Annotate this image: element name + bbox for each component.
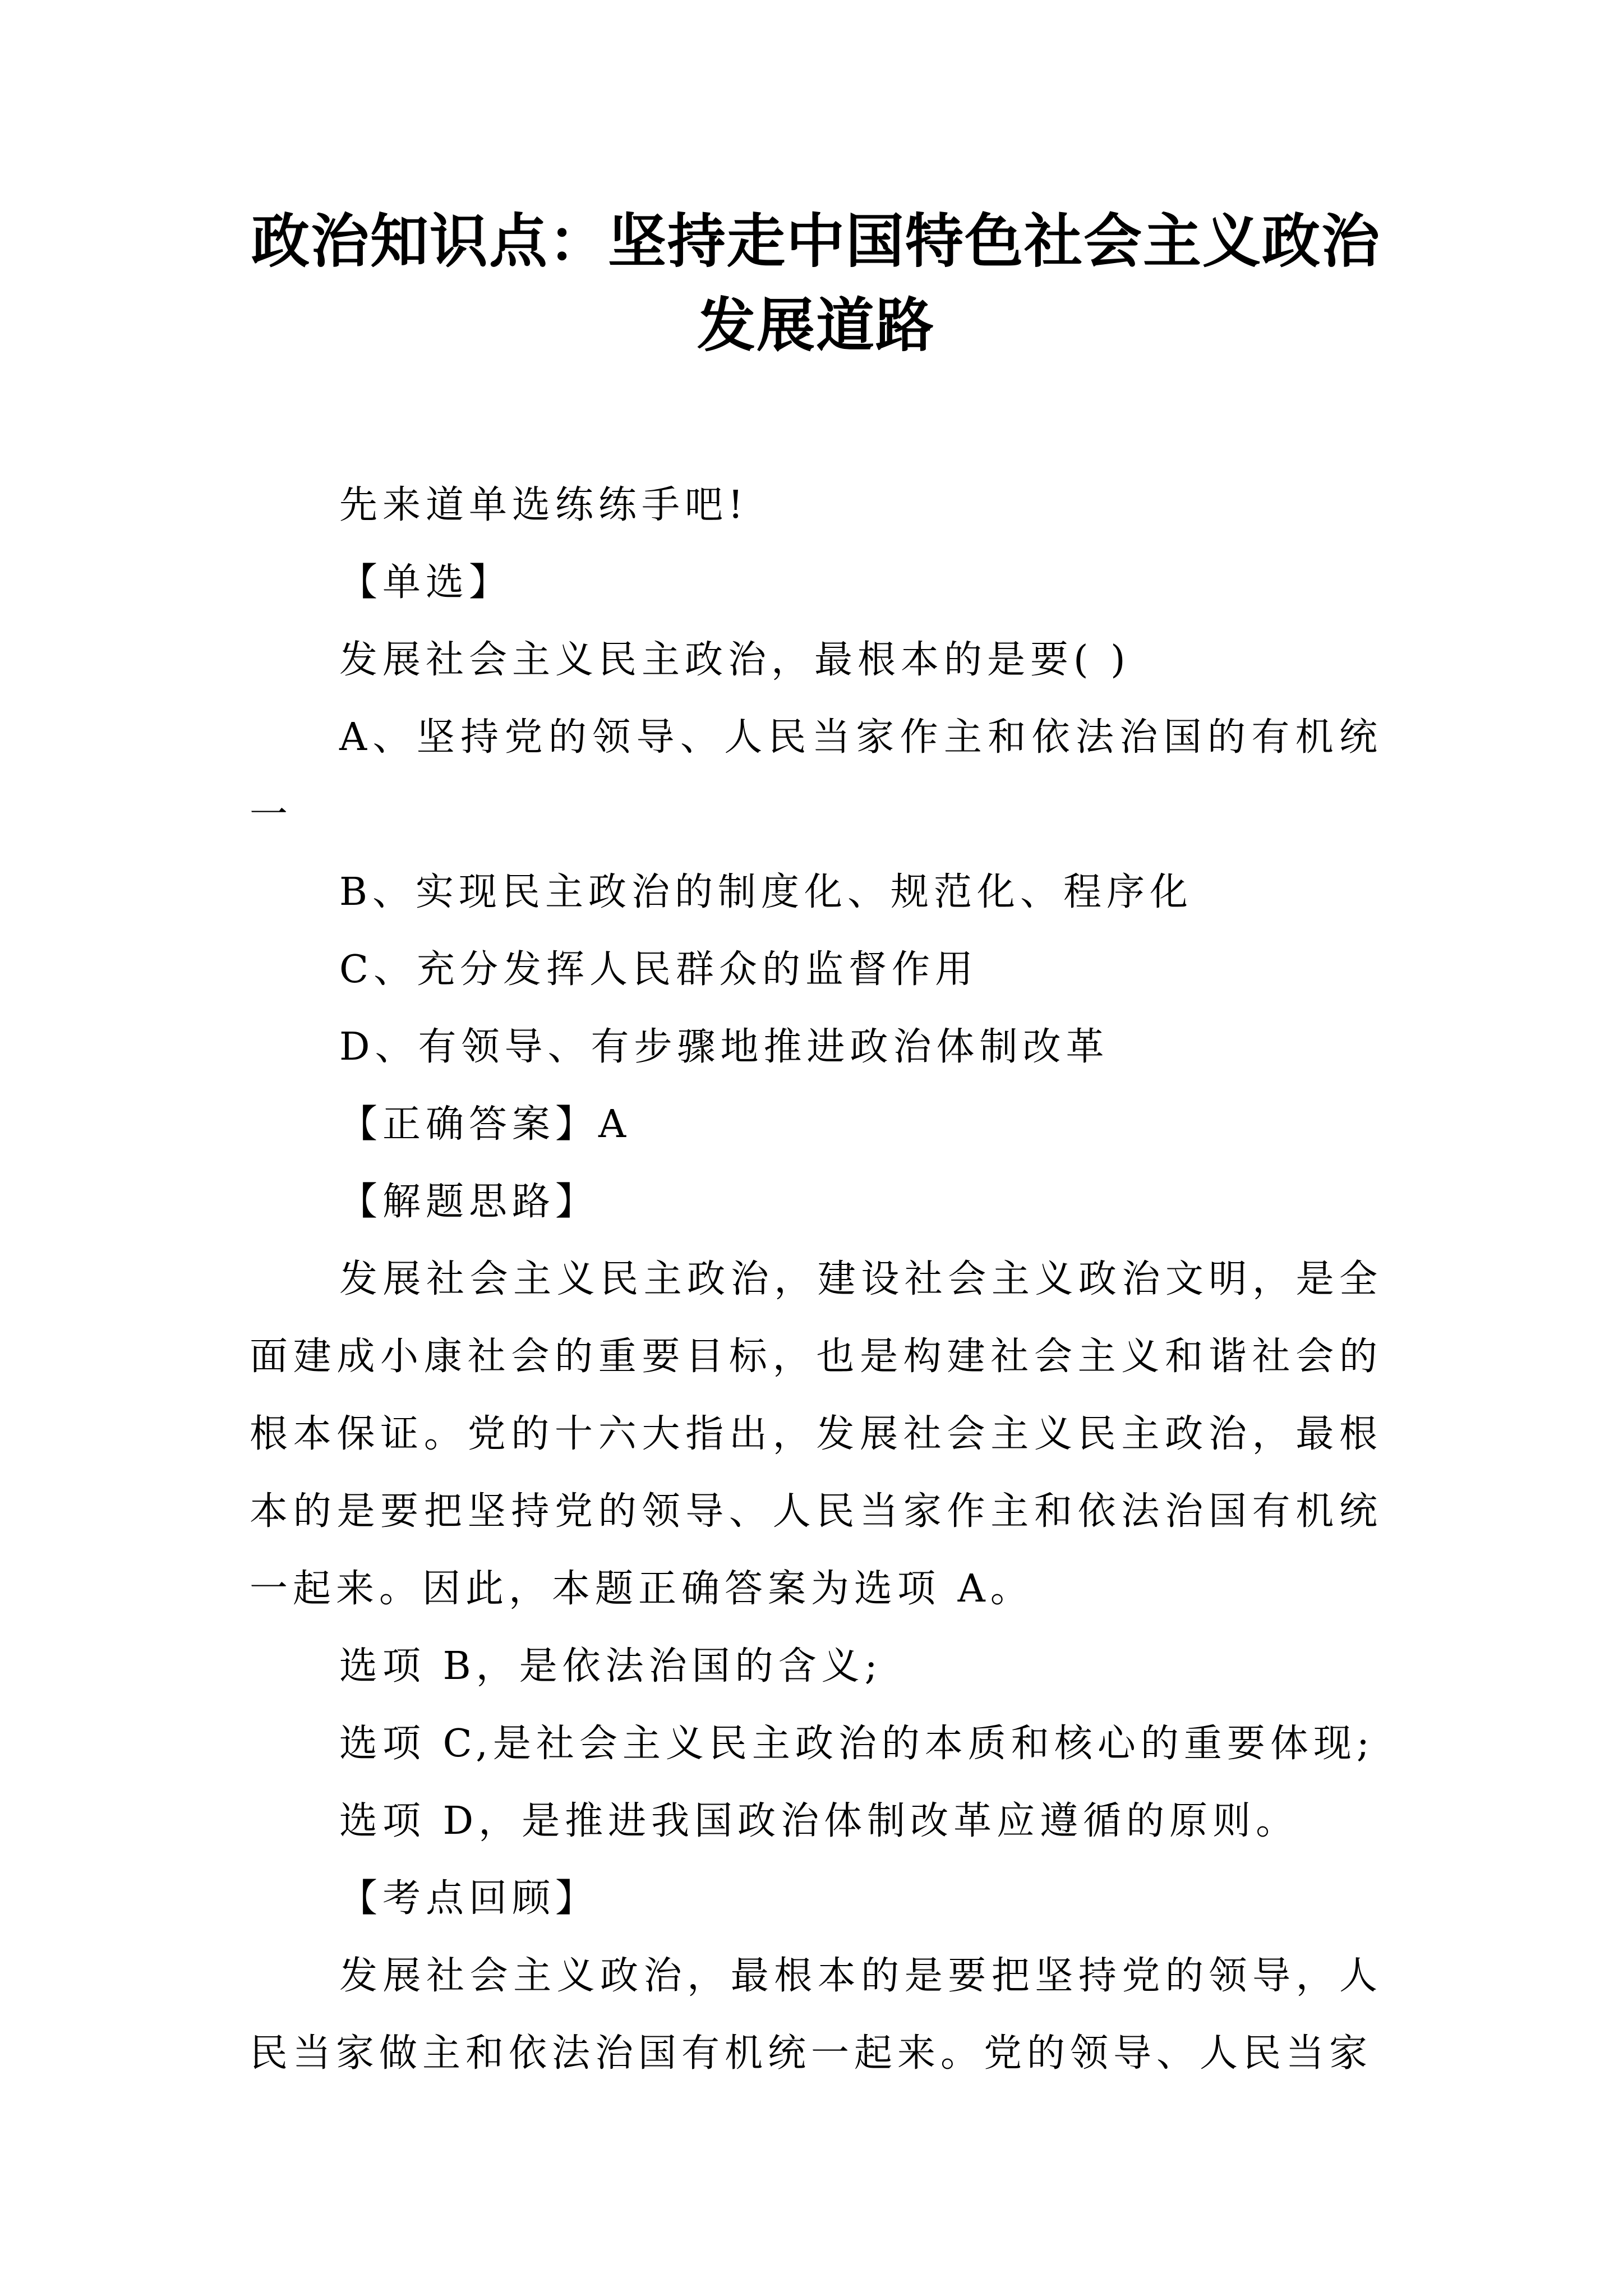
option-a: A、坚持党的领导、人民当家作主和依法治国的有机统一 [250,715,1382,837]
document-title [247,199,1385,367]
analysis-tag: 【解题思路】 [339,1180,599,1224]
intro-paragraph: 先来道单选练练手吧! [339,483,749,527]
single-choice-tag: 【单选】 [339,560,513,605]
option-b: B、实现民主政治的制度化、规范化、程序化 [339,870,1193,914]
correct-answer: 【正确答案】A [339,1102,631,1147]
review-paragraph: 发展社会主义政治，最根本的是要把坚持党的领导，人民当家做主和依法治国有机统一起来。党的领导、人民当家 [250,1954,1382,2076]
option-d: D、有领导、有步骤地推进政治体制改革 [339,1025,1109,1069]
title-line-1: 政治知识点：坚持走中国特色社会主义政治 [251,207,1381,275]
option-c: C、充分发挥人民群众的监督作用 [339,947,979,992]
document-body [250,467,1382,2092]
title-line-2: 发展道路 [697,291,935,360]
note-option-d: 选项 D，是推进我国政治体制改革应遵循的原则。 [339,1799,1299,1843]
question-text: 发展社会主义民主政治，最根本的是要( ) [339,638,1131,682]
analysis-paragraph: 发展社会主义民主政治，建设社会主义政治文明，是全面建成小康社会的重要目标，也是构建社会主义和谐社会的根本保证。党的十六大指出，发展社会主义民主政治，最根本的是要把坚持党的领导、人民当家作主和依法治国有机统一起来。因此，本题正确答案为选项 A。 [250,1257,1382,1611]
note-option-b: 选项 B，是依法治国的含义; [339,1644,883,1688]
review-tag: 【考点回顾】 [339,1876,599,1921]
note-option-c: 选项 C,是社会主义民主政治的本质和核心的重要体现; [339,1722,1375,1766]
